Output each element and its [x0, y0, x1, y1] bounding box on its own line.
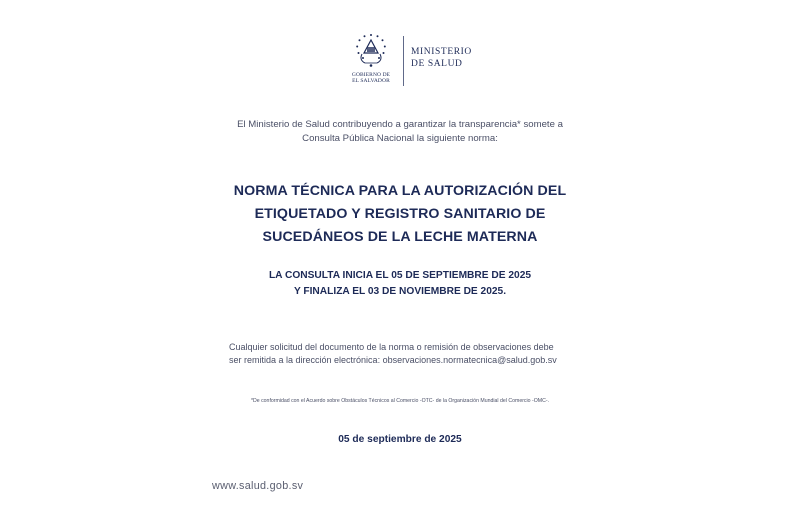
consultation-start: LA CONSULTA INICIA EL 05 DE SEPTIEMBRE DE 2025 [268, 270, 532, 281]
seal-caption-line1: GOBIERNO DE [351, 72, 391, 78]
seal-caption-line2: EL SALVADOR [352, 78, 390, 84]
intro-paragraph [200, 118, 600, 146]
consultation-dates [180, 268, 620, 300]
request-paragraph [229, 341, 579, 367]
norm-title [160, 180, 640, 249]
ministry-name-line2: DE SALUD [411, 59, 463, 69]
request-line1: Cualquier solicitud del documento de la norma o remisión de observaciones debe [229, 342, 554, 352]
ministry-logo [345, 32, 475, 88]
footnote: *De conformidad con el Acuerdo sobre Obstáculos Técnicos al Comercio -OTC- de la Organización Mundial del Comercio -OMC-. [250, 398, 550, 404]
publish-date: 05 de septiembre de 2025 [338, 434, 462, 445]
intro-line2: Consulta Pública Nacional la siguiente norma: [302, 133, 498, 144]
logo-divider [403, 36, 404, 86]
request-line2: ser remitida a la dirección electrónica: observaciones.normatecnica@salud.gob.sv [229, 355, 557, 365]
ministry-name [411, 46, 472, 70]
intro-line1: El Ministerio de Salud contribuyendo a garantizar la transparencia* somete a [237, 119, 563, 130]
norm-title-line3: SUCEDÁNEOS DE LA LECHE MATERNA [262, 229, 538, 245]
consultation-end: Y FINALIZA EL 03 DE NOVIEMBRE DE 2025. [293, 286, 507, 297]
norm-title-line2: ETIQUETADO Y REGISTRO SANITARIO DE [254, 206, 546, 222]
ministry-name-line1: MINISTERIO [411, 47, 472, 57]
norm-title-line1: NORMA TÉCNICA PARA LA AUTORIZACIÓN DEL [233, 183, 567, 199]
seal-caption [345, 72, 397, 84]
website-url: www.salud.gob.sv [212, 480, 304, 492]
